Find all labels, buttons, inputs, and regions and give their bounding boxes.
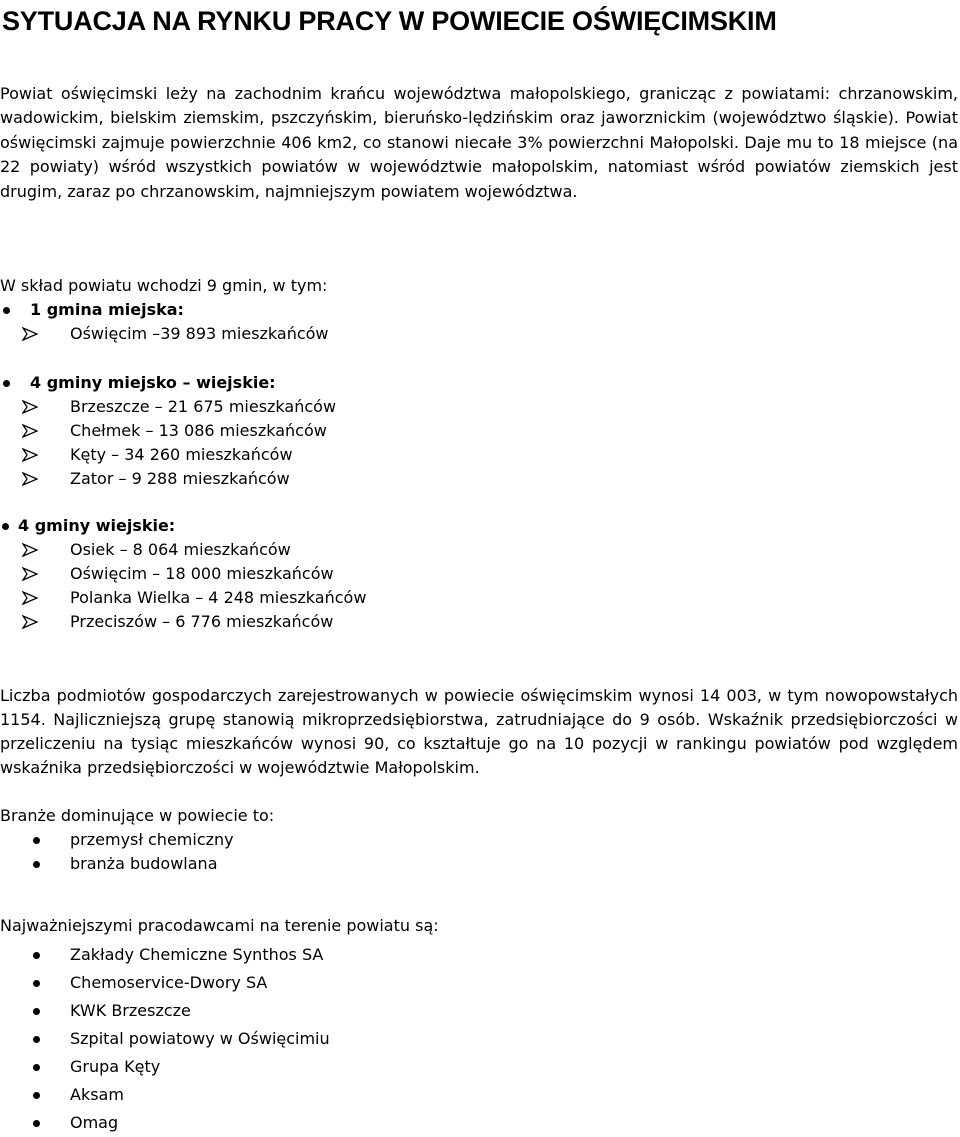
group-heading (0, 371, 336, 395)
list-item (0, 1109, 330, 1137)
list-item-text: Przeciszów – 6 776 mieszkańców (70, 612, 334, 631)
bullet-icon (33, 1008, 40, 1015)
list-item (0, 1081, 330, 1109)
list-item-text: Oświęcim – 18 000 mieszkańców (70, 564, 334, 583)
list-item (0, 969, 330, 997)
list-item (0, 997, 330, 1025)
bullet-icon (33, 1092, 40, 1099)
list-item (0, 941, 330, 969)
list-item (0, 395, 336, 419)
arrowhead-icon (22, 448, 38, 462)
bullet-icon (33, 1064, 40, 1071)
arrowhead-icon (22, 424, 38, 438)
list-item-text: branża budowlana (70, 854, 218, 873)
municipality-list (0, 322, 329, 346)
list-item-text: Brzeszcze – 21 675 mieszkańców (70, 397, 337, 416)
intro-paragraph: Powiat oświęcimski leży na zachodnim krańcu województwa małopolskiego, granicząc z powiatami: chrzanowskim, wadowickim, bielskim ziemskim, pszczyńskim, bieruńsko-lędzińskim oraz jaworznickim (województwo śląskie). Powiat oświęcimski zajmuje powierzchnie 406 km2, co stanowi niecałe 3% powierzchni Małopolski. Daje mu to 18 miejsce (na 22 powiaty) wśród wszystkich powiatów w województwie małopolskim, natomiast wśród powiatów ziemskich jest drugim, zaraz po chrzanowskim, najmniejszym powiatem województwa. (0, 84, 958, 201)
list-item (0, 562, 366, 586)
list-item-text: Kęty – 34 260 mieszkańców (70, 445, 293, 464)
industries-label: Branże dominujące w powiecie to: (0, 806, 275, 825)
list-item-text: Omag (70, 1113, 119, 1132)
industries-list (0, 828, 234, 876)
list-item (0, 610, 366, 634)
group-heading (0, 298, 329, 322)
municipality-list (0, 395, 336, 491)
list-item-text: Szpital powiatowy w Oświęcimiu (70, 1029, 330, 1048)
municipality-group-rural (0, 514, 366, 634)
arrowhead-icon (22, 400, 38, 414)
group-heading (0, 514, 366, 538)
list-item-text: KWK Brzeszcze (70, 1001, 191, 1020)
list-item (0, 852, 234, 876)
arrowhead-icon (22, 543, 38, 557)
bullet-icon (3, 380, 10, 387)
arrowhead-icon (22, 327, 38, 341)
list-item-text: Polanka Wielka – 4 248 mieszkańców (70, 588, 367, 607)
bullet-icon (3, 307, 10, 314)
bullet-icon (33, 861, 40, 868)
list-item-text: Grupa Kęty (70, 1057, 161, 1076)
list-item (0, 443, 336, 467)
bullet-icon (33, 1036, 40, 1043)
arrowhead-icon (22, 472, 38, 486)
arrowhead-icon (22, 615, 38, 629)
list-item (0, 586, 366, 610)
page-title: SYTUACJA NA RYNKU PRACY W POWIECIE OŚWIĘCIMSKIM (2, 6, 777, 36)
group-heading-text: 4 gminy miejsko – wiejskie: (30, 373, 276, 392)
municipality-group-urban-rural (0, 371, 336, 491)
list-item (0, 322, 329, 346)
employers-list (0, 941, 330, 1137)
bullet-icon (33, 980, 40, 987)
arrowhead-icon (22, 591, 38, 605)
bullet-icon (2, 523, 9, 530)
list-item (0, 419, 336, 443)
list-item (0, 828, 234, 852)
arrowhead-icon (22, 567, 38, 581)
list-item-text: Oświęcim –39 893 mieszkańców (70, 324, 329, 343)
group-heading-text: 4 gminy wiejskie: (18, 516, 176, 535)
list-item (0, 538, 366, 562)
employers-label: Najważniejszymi pracodawcami na terenie powiatu są: (0, 916, 439, 935)
bullet-icon (33, 837, 40, 844)
municipality-group-urban (0, 298, 329, 346)
list-item (0, 1053, 330, 1081)
list-item-text: Chemoservice-Dwory SA (70, 973, 268, 992)
municipalities-intro: W skład powiatu wchodzi 9 gmin, w tym: (0, 276, 328, 295)
list-item-text: Chełmek – 13 086 mieszkańców (70, 421, 327, 440)
business-paragraph: Liczba podmiotów gospodarczych zarejestrowanych w powiecie oświęcimskim wynosi 14 003, w tym nowopowstałych 1154. Najliczniejszą grupę stanowią mikroprzedsiębiorstwa, zatrudniające do 9 osób. Wskaźnik przedsiębiorczości w przeliczeniu na tysiąc mieszkańców wynosi 90, co kształtuje go na 10 pozycji w rankingu powiatów pod względem wskaźnika przedsiębiorczości w województwie Małopolskim. (0, 686, 958, 777)
list-item (0, 1025, 330, 1053)
bullet-icon (33, 1120, 40, 1127)
list-item-text: Aksam (70, 1085, 124, 1104)
group-heading-text: 1 gmina miejska: (30, 300, 184, 319)
list-item-text: Zakłady Chemiczne Synthos SA (70, 945, 324, 964)
list-item-text: Zator – 9 288 mieszkańców (70, 469, 290, 488)
list-item (0, 467, 336, 491)
list-item-text: Osiek – 8 064 mieszkańców (70, 540, 291, 559)
list-item-text: przemysł chemiczny (70, 830, 234, 849)
municipality-list (0, 538, 366, 634)
bullet-icon (33, 952, 40, 959)
